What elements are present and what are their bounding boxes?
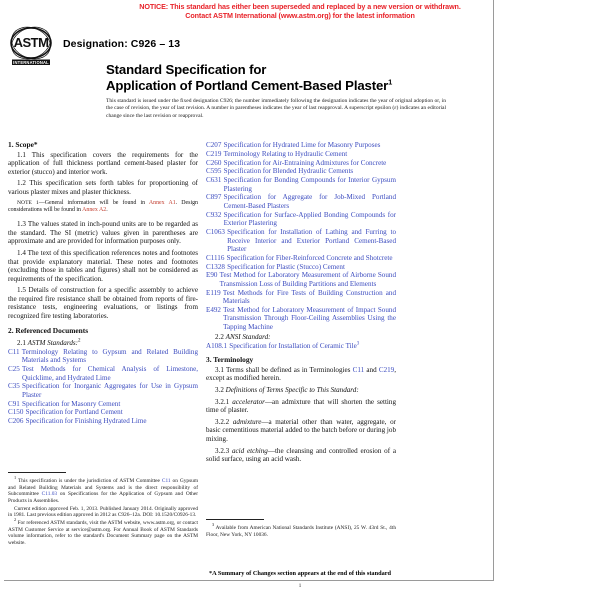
- astm-international-logo: [8, 26, 54, 66]
- reference-code[interactable]: C1116: [206, 253, 225, 262]
- footnote-1-mid: on Gypsum and Related Building Materials and Systems and is the direct responsibility of Subcommittee: [8, 478, 198, 498]
- footnote-edition-info: Current edition approved Feb. 1, 2013. Published January 2014. Originally approved in 1981. Last previous edition approved in 2012 as C926–12a. DOI: 10.1520/C0926-13.: [8, 505, 198, 519]
- reference-code[interactable]: C1328: [206, 262, 225, 271]
- page-number: 1: [298, 583, 302, 589]
- paragraph-3-2-italic: Definitions of Terms Specific to This Standard:: [225, 386, 359, 395]
- note-1-mid: . Design considerations will be found in: [8, 200, 198, 214]
- superseded-notice: [0, 2, 600, 20]
- section-heading-terminology: 3. Terminology: [206, 355, 254, 365]
- reference-title[interactable]: Specification for Masonry Cement: [22, 399, 121, 408]
- reference-title[interactable]: Specification for Portland Cement: [25, 408, 123, 417]
- reference-title[interactable]: Test Method for Laboratory Measurement of Airborne Sound Transmission Loss of Building Partitions and Elements: [219, 271, 396, 288]
- subheading-ansi-number: 2.2: [215, 332, 226, 341]
- reference-code[interactable]: C932: [206, 210, 222, 219]
- footnote-1-post: on Specifications for the Application of Gypsum and Other Products in Assemblies.: [8, 491, 198, 504]
- note-1-label: NOTE 1: [17, 200, 39, 207]
- subheading-astm-text: ASTM Standards:: [27, 339, 79, 348]
- subheading-astm-number: 2.1: [17, 339, 28, 348]
- reference-code[interactable]: E90: [206, 271, 218, 280]
- reference-item[interactable]: [206, 306, 396, 332]
- reference-item[interactable]: [8, 400, 198, 409]
- section-heading-scope: 1. Scope*: [8, 140, 38, 149]
- paragraph-1-2: 1.2 This specification sets forth tables for proportioning of various plaster mixes and plaster thickness.: [8, 179, 198, 196]
- reference-item[interactable]: [206, 254, 396, 263]
- footnotes-left: [8, 475, 198, 546]
- reference-item[interactable]: [206, 141, 396, 150]
- paragraph-1-5: 1.5 Details of construction for a specific assembly to achieve the required fire resistance shall be obtained from reports of fire-resistance tests, engineering evaluations, or listings from recognized fire testing laboratories.: [8, 286, 198, 320]
- note-1: [8, 200, 198, 214]
- reference-title-text[interactable]: Specification for Installation of Ceramic Tile: [229, 341, 357, 350]
- note-1-pre: —General information will be found in: [38, 200, 149, 207]
- paragraph-3-1-mid: and: [364, 365, 379, 374]
- reference-code[interactable]: C631: [206, 176, 222, 185]
- reference-code[interactable]: C25: [8, 365, 20, 374]
- reference-title[interactable]: [229, 342, 396, 351]
- reference-code[interactable]: C91: [8, 399, 20, 408]
- reference-item[interactable]: [8, 408, 198, 417]
- notice-line-2: Contact ASTM International (www.astm.org) for the latest information: [185, 11, 415, 21]
- footnote-rule-right: [206, 519, 264, 520]
- link-c11[interactable]: C11: [352, 365, 365, 374]
- paragraph-3-1-pre: 3.1 Terms shall be defined as in Terminologies: [215, 365, 353, 374]
- reference-item-ansi[interactable]: [206, 342, 396, 351]
- reference-code[interactable]: C1063: [206, 227, 225, 236]
- bottom-rule: [4, 580, 494, 581]
- footnote-3-text: Available from American National Standards Institute (ANSI), 25 W. 43rd St., 4th Floor, New York, NY 10036.: [206, 525, 396, 538]
- reference-item[interactable]: [8, 417, 198, 426]
- definition-term: admixture: [232, 417, 262, 426]
- svg-text:INTERNATIONAL: INTERNATIONAL: [13, 60, 49, 65]
- reference-title[interactable]: Terminology Relating to Gypsum and Related Building Materials and Systems: [21, 347, 198, 365]
- paragraph-1-3: 1.3 The values stated in inch-pound units are to be regarded as the standard. The SI (metric) values given in parentheses are approximate and are provided for information purposes only.: [8, 220, 198, 246]
- reference-title[interactable]: Test Methods for Chemical Analysis of Limestone, Quicklime, and Hydrated Lime: [22, 365, 198, 382]
- title-footnote-marker: 1: [388, 77, 393, 87]
- footnote-2: [8, 517, 198, 546]
- definition-text: —an admixture that will shorten the setting time of plaster.: [206, 397, 396, 415]
- subheading-astm-footnote-marker: 2: [78, 338, 81, 344]
- footnote-3-marker: 3: [212, 522, 215, 528]
- reference-code[interactable]: C260: [206, 158, 222, 167]
- reference-title[interactable]: Specification for Blended Hydraulic Cements: [223, 167, 354, 176]
- link-annex-a1[interactable]: Annex A1: [148, 200, 176, 207]
- paragraph-1-1: 1.1 This specification covers the requirements for the application of full thickness portland cement-based plaster for exterior (stucco) and interior work.: [8, 150, 198, 176]
- reference-footnote-marker: 3: [356, 341, 360, 347]
- link-c219[interactable]: C219: [378, 365, 395, 374]
- designation-label: Designation: C926 – 13: [63, 38, 181, 50]
- footnote-2-marker: 2: [14, 517, 17, 523]
- reference-title[interactable]: Test Methods for Fire Tests of Building Construction and Materials: [222, 288, 396, 306]
- reference-code[interactable]: C219: [206, 149, 222, 158]
- reference-item[interactable]: [8, 382, 198, 399]
- reference-title[interactable]: Specification for Hydrated Lime for Masonry Purposes: [223, 141, 381, 150]
- title-line-1: Standard Specification for: [106, 62, 267, 77]
- reference-title[interactable]: Specification for Bonding Compounds for Interior Gypsum Plastering: [223, 176, 396, 193]
- reference-item[interactable]: [206, 150, 396, 159]
- reference-item[interactable]: [8, 365, 198, 382]
- reference-title[interactable]: Specification for Finishing Hydrated Lime: [25, 417, 147, 426]
- subheading-astm-standards: [8, 339, 198, 348]
- reference-code[interactable]: A108.1: [206, 341, 228, 350]
- subheading-ansi-text: ANSI Standard:: [225, 332, 271, 341]
- paragraph-3-2: [206, 386, 396, 395]
- reference-code[interactable]: C207: [206, 141, 222, 150]
- reference-title[interactable]: Specification for Aggregate for Job-Mixed Portland Cement-Based Plasters: [223, 193, 396, 210]
- reference-item[interactable]: [206, 159, 396, 168]
- reference-item[interactable]: [206, 211, 396, 228]
- svg-text:ASTM: ASTM: [13, 35, 49, 50]
- reference-item[interactable]: [206, 263, 396, 272]
- reference-code[interactable]: C897: [206, 193, 222, 202]
- reference-title[interactable]: Specification for Inorganic Aggregates for Use in Gypsum Plaster: [22, 382, 198, 399]
- footnote-rule-left: [8, 472, 66, 473]
- definition-number: 3.2.1: [215, 397, 233, 406]
- link-annex-a2[interactable]: Annex A2: [82, 207, 107, 214]
- reference-title[interactable]: Terminology Relating to Hydraulic Cement: [223, 149, 348, 158]
- link-subcommittee-c1103[interactable]: C11.03: [41, 491, 58, 498]
- reference-title[interactable]: Specification for Surface-Applied Bonding Compounds for Exterior Plastering: [223, 210, 396, 228]
- paragraph-3-1-post: , except as modified herein.: [206, 365, 396, 383]
- reference-title[interactable]: Specification for Installation of Lathing and Furring to Receive Interior and Exterior Portland Cement-Based Plaster: [227, 227, 396, 254]
- definition-3-2-2: [206, 418, 396, 444]
- note-1-post: .: [106, 207, 108, 214]
- summary-of-changes-note: *A Summary of Changes section appears at the end of this standard: [208, 570, 392, 577]
- footnote-3: [206, 522, 396, 538]
- reference-item[interactable]: [206, 289, 396, 306]
- footnote-1: [8, 475, 198, 504]
- footnote-2-text: For referenced ASTM standards, visit the ASTM website, www.astm.org, or contact ASTM Customer Service at service@astm.org. For Annual Book of ASTM Standards volume information, refer to the standard's Document Summary page on the ASTM website.: [8, 520, 198, 546]
- definition-text: —the cleansing and controlled erosion of a solid surface, using an acid wash.: [206, 446, 396, 464]
- paragraph-3-1: [206, 366, 396, 383]
- reference-code[interactable]: C595: [206, 167, 222, 176]
- reference-code[interactable]: C206: [8, 417, 24, 426]
- reference-title[interactable]: Specification for Fiber-Reinforced Concrete and Shotcrete: [226, 253, 393, 262]
- reference-code[interactable]: C150: [8, 408, 24, 417]
- title-line-2-text: Application of Portland Cement-Based Plaster: [106, 77, 389, 93]
- definition-3-2-1: [206, 398, 396, 415]
- reference-code[interactable]: E119: [206, 288, 221, 297]
- section-heading-referenced-documents: 2. Referenced Documents: [8, 325, 89, 335]
- definition-term: acid etching: [231, 446, 268, 455]
- definition-3-2-3: [206, 447, 396, 464]
- reference-item[interactable]: [206, 228, 396, 254]
- standard-issue-statement: This standard is issued under the fixed designation C926; the number immediately following the designation indicates the year of original adoption or, in the case of revision, the year of last revision. A number in parentheses indicates the year of last reapproval. A superscript epsilon (ε) indicates an editorial change since the last revision or reapproval.: [106, 98, 446, 119]
- reference-item[interactable]: [206, 176, 396, 193]
- reference-code[interactable]: C35: [8, 382, 20, 391]
- reference-item[interactable]: [206, 193, 396, 210]
- footnote-1-pre: This specification is under the jurisdiction of ASTM Committee: [16, 478, 162, 484]
- definition-number: 3.2.3: [215, 446, 232, 455]
- notice-line-1: NOTICE: This standard has either been superseded and replaced by a new version or withdrawn.: [139, 2, 461, 11]
- right-column: [206, 141, 396, 464]
- definition-number: 3.2.2: [215, 417, 233, 426]
- document-header: [8, 26, 180, 66]
- reference-item[interactable]: [206, 167, 396, 176]
- paragraph-1-4: 1.4 The text of this specification references notes and footnotes that provide explanatory material. These notes and footnotes (excluding those in tables and figures) shall not be considered as requirements of the specification.: [8, 248, 198, 283]
- reference-title[interactable]: Specification for Air-Entraining Admixtures for Concrete: [223, 158, 387, 167]
- reference-title[interactable]: Test Method for Laboratory Measurement of Impact Sound Transmission Through Floor-Ceiling Assemblies Using the Tapping Machine: [223, 305, 396, 331]
- definition-term: accelerator: [232, 397, 265, 406]
- reference-title[interactable]: Specification for Plastic (Stucco) Cement: [227, 262, 345, 271]
- document-title: [106, 62, 436, 93]
- footnotes-right: [206, 522, 396, 538]
- reference-item[interactable]: [8, 348, 198, 365]
- subheading-ansi-standard: [206, 333, 396, 342]
- left-column: [8, 141, 198, 426]
- right-margin-rule: [493, 0, 494, 580]
- link-committee-c11[interactable]: C11: [161, 478, 171, 484]
- reference-code[interactable]: C11: [8, 347, 20, 356]
- reference-code[interactable]: E492: [206, 305, 221, 314]
- title-line-2: [106, 78, 436, 94]
- footnote-1-marker: 1: [14, 475, 17, 481]
- definition-text: —a material other than water, aggregate, or basic cementitious material added to the batch before or during job mixing.: [206, 417, 396, 443]
- reference-item[interactable]: [206, 271, 396, 288]
- paragraph-3-2-number: 3.2: [215, 386, 226, 395]
